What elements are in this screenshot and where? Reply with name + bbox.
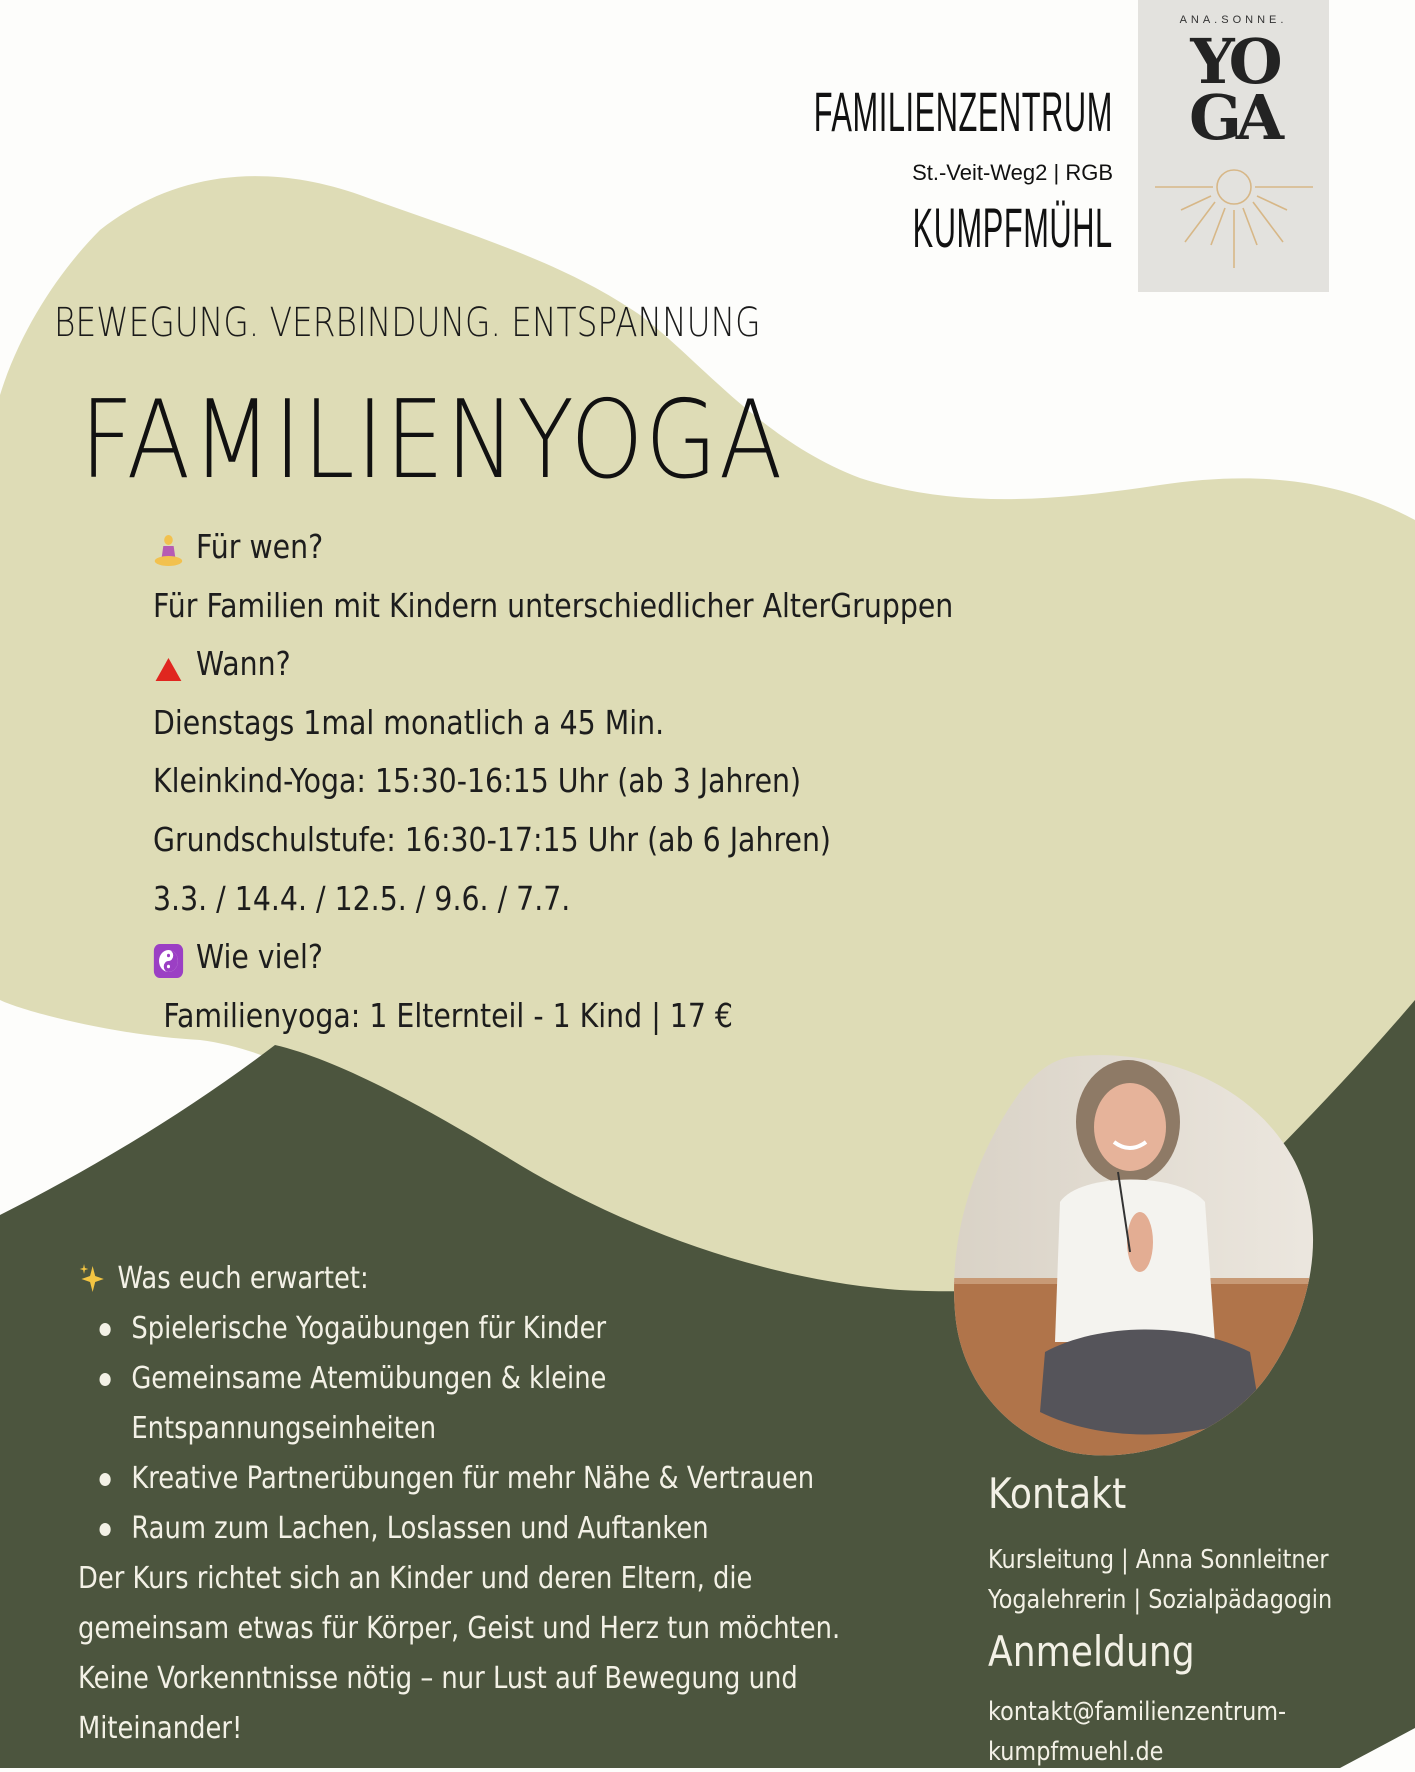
bullet-icon (100, 1523, 111, 1536)
list-item: Raum zum Lachen, Loslassen und Auftanken (78, 1504, 840, 1554)
expectations-section (78, 1254, 840, 1754)
when-dates: 3.3. / 14.4. / 12.5. / 9.6. / 7.7. (153, 878, 571, 918)
expectations-heading (78, 1254, 840, 1304)
list-item: Gemeinsame Atemübungen & kleine (78, 1354, 840, 1404)
red-triangle-icon (153, 646, 184, 682)
who-label: Für wen? (196, 527, 324, 566)
when-heading (153, 635, 953, 694)
bullet-icon (100, 1373, 111, 1386)
instructor-name: Kursleitung | Anna Sonnleitner (988, 1545, 1329, 1575)
instructor-photo (950, 1052, 1322, 1462)
logo-word-bottom: GA (1188, 81, 1279, 154)
course-description-line: Miteinander! (78, 1711, 243, 1746)
logo-brand-text: ANA.SONNE. (1179, 14, 1288, 26)
venue-address: St.-Veit-Weg2 | RGB (912, 160, 1113, 185)
contact-heading: Kontakt (988, 1469, 1127, 1518)
hero-subtitle: BEWEGUNG. VERBINDUNG. ENTSPANNUNG (54, 300, 761, 346)
yin-yang-icon (153, 939, 184, 975)
page-title: FAMILIENYOGA (80, 378, 785, 503)
price-text: Familienyoga: 1 Elternteil - 1 Kind | 17 € (163, 995, 733, 1035)
price-label: Wie viel? (196, 937, 323, 977)
expectations-heading-text: Was euch erwartet: (117, 1261, 369, 1296)
logo-word-top: YO (1190, 25, 1277, 98)
bullet-icon (100, 1473, 111, 1486)
meditating-person-icon (153, 529, 184, 565)
venue-name-line1: FAMILIENZENTRUM (813, 80, 1113, 143)
instructor-role: Yogalehrerin | Sozialpädagogin (988, 1585, 1333, 1615)
bullet-icon (100, 1323, 111, 1336)
when-line: Dienstags 1mal monatlich a 45 Min. (153, 702, 665, 742)
expectations-list (78, 1304, 840, 1554)
when-label: Wann? (196, 644, 291, 684)
course-description-line: Der Kurs richtet sich an Kinder und deren Eltern, die (78, 1561, 753, 1596)
who-text: Für Familien mit Kindern unterschiedlicher AlterGruppen (153, 585, 954, 625)
list-item: Kreative Partnerübungen für mehr Nähe & Vertrauen (78, 1454, 840, 1504)
ana-sonne-yoga-logo (1138, 0, 1329, 292)
who-heading (153, 518, 953, 577)
list-item-continuation: Entspannungseinheiten (131, 1411, 437, 1446)
course-info (153, 518, 953, 1045)
when-line: Grundschulstufe: 16:30-17:15 Uhr (ab 6 Jahren) (153, 819, 832, 859)
when-line: Kleinkind-Yoga: 15:30-16:15 Uhr (ab 3 Jahren) (153, 761, 802, 801)
email-line[interactable]: kontakt@familienzentrum- (988, 1697, 1287, 1727)
course-description-line: gemeinsam etwas für Körper, Geist und Herz tun möchten. (78, 1611, 841, 1646)
email-line[interactable]: kumpfmuehl.de (988, 1737, 1164, 1767)
email-link[interactable] (988, 1692, 1332, 1772)
list-item: Spielerische Yogaübungen für Kinder (78, 1304, 840, 1354)
course-description-line: Keine Vorkenntnisse nötig – nur Lust auf Bewegung und (78, 1661, 798, 1696)
sparkles-icon (78, 1262, 107, 1296)
venue-name-line2: KUMPFMÜHL (912, 196, 1113, 259)
signup-heading: Anmeldung (988, 1627, 1195, 1676)
sun-icon (1153, 160, 1315, 270)
price-heading (153, 928, 953, 987)
contact-section (988, 1466, 1332, 1772)
